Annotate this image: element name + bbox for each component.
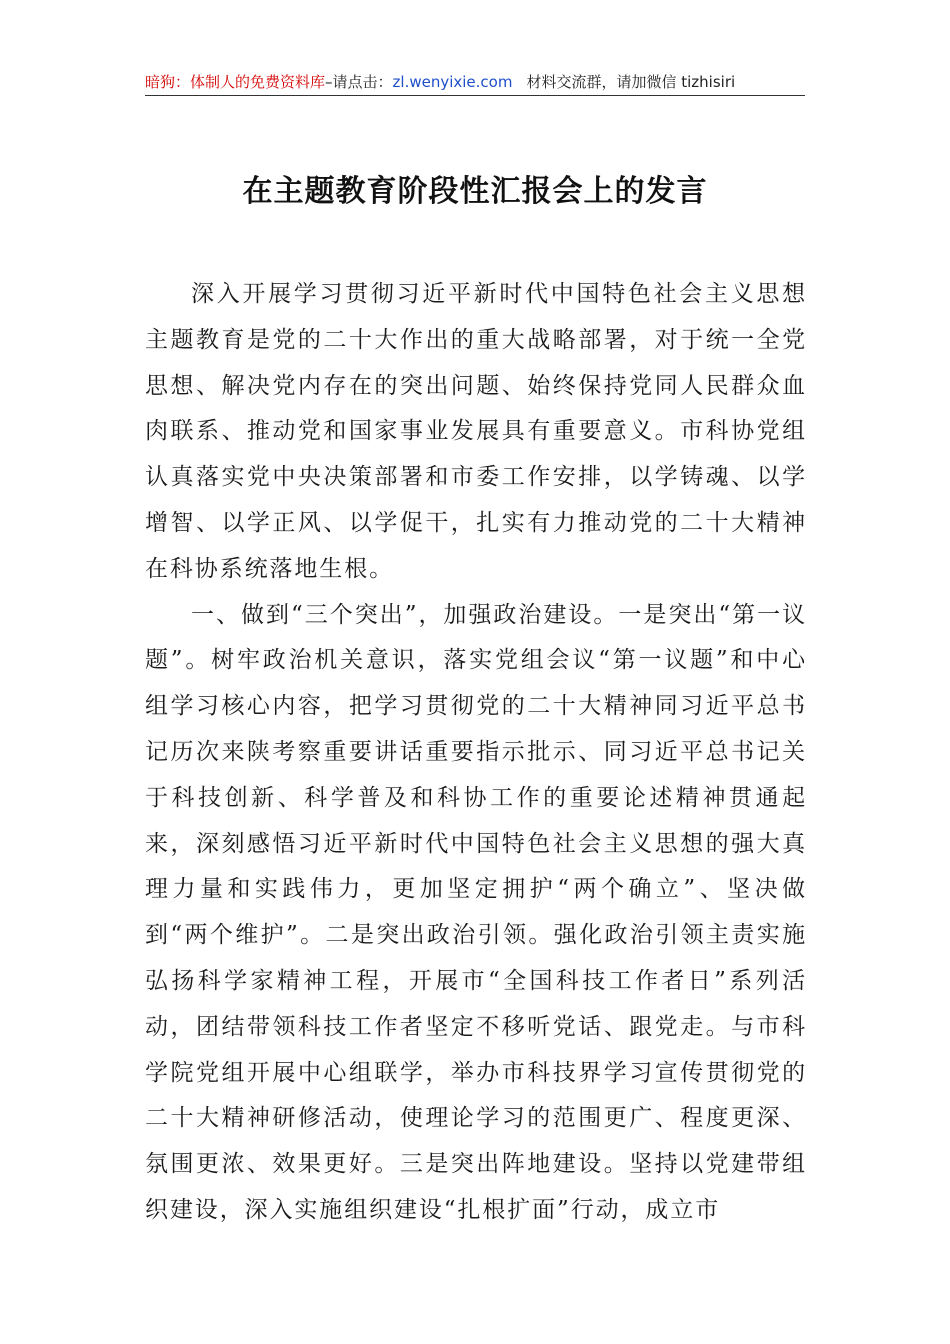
paragraph-section-one: 一、做到“三个突出”，加强政治建设。一是突出“第一议题”。树牢政治机关意识，落实党组会议“第一议题”和中心组学习核心内容，把学习贯彻党的二十大精神同习近平总书记历次来陕考察重要讲话重要指示批示、同习近平总书记关于科技创新、科学普及和科协工作的重要论述精神贯通起来，深刻感悟习近平新时代中国特色社会主义思想的强大真理力量和实践伟力，更加坚定拥护“两个确立”、坚决做到“两个维护”。二是突出政治引领。强化政治引领主责实施弘扬科学家精神工程，开展市“全国科技工作者日”系列活动，团结带领科技工作者坚定不移听党话、跟党走。与市科学院党组开展中心组联学，举办市科技界学习宣传贯彻党的二十大精神研修活动，使理论学习的范围更广、程度更深、氛围更浓、效果更好。三是突出阵地建设。坚持以党建带组织建设，深入实施组织建设“扎根扩面”行动，成立市 [145, 601, 807, 1223]
header-source-name: 暗狗：体制人的免费资料库 [145, 73, 326, 91]
page-header [145, 70, 805, 94]
header-divider [145, 95, 805, 96]
document-body [145, 272, 807, 1234]
header-url-link[interactable]: zl.wenyixie.com [392, 73, 513, 91]
document-title: 在主题教育阶段性汇报会上的发言 [242, 174, 708, 209]
paragraph-intro: 深入开展学习贯彻习近平新时代中国特色社会主义思想主题教育是党的二十大作出的重大战略部署，对于统一全党思想、解决党内存在的突出问题、始终保持党同人民群众血肉联系、推动党和国家事业发展具有重要意义。市科协党组认真落实党中央决策部署和市委工作安排，以学铸魂、以学增智、以学正风、以学促干，扎实有力推动党的二十大精神在科协系统落地生根。 [145, 281, 807, 582]
header-group-text: 材料交流群，请加微信 tizhisiri [526, 73, 736, 91]
header-click-prompt: –请点击： [325, 73, 393, 91]
